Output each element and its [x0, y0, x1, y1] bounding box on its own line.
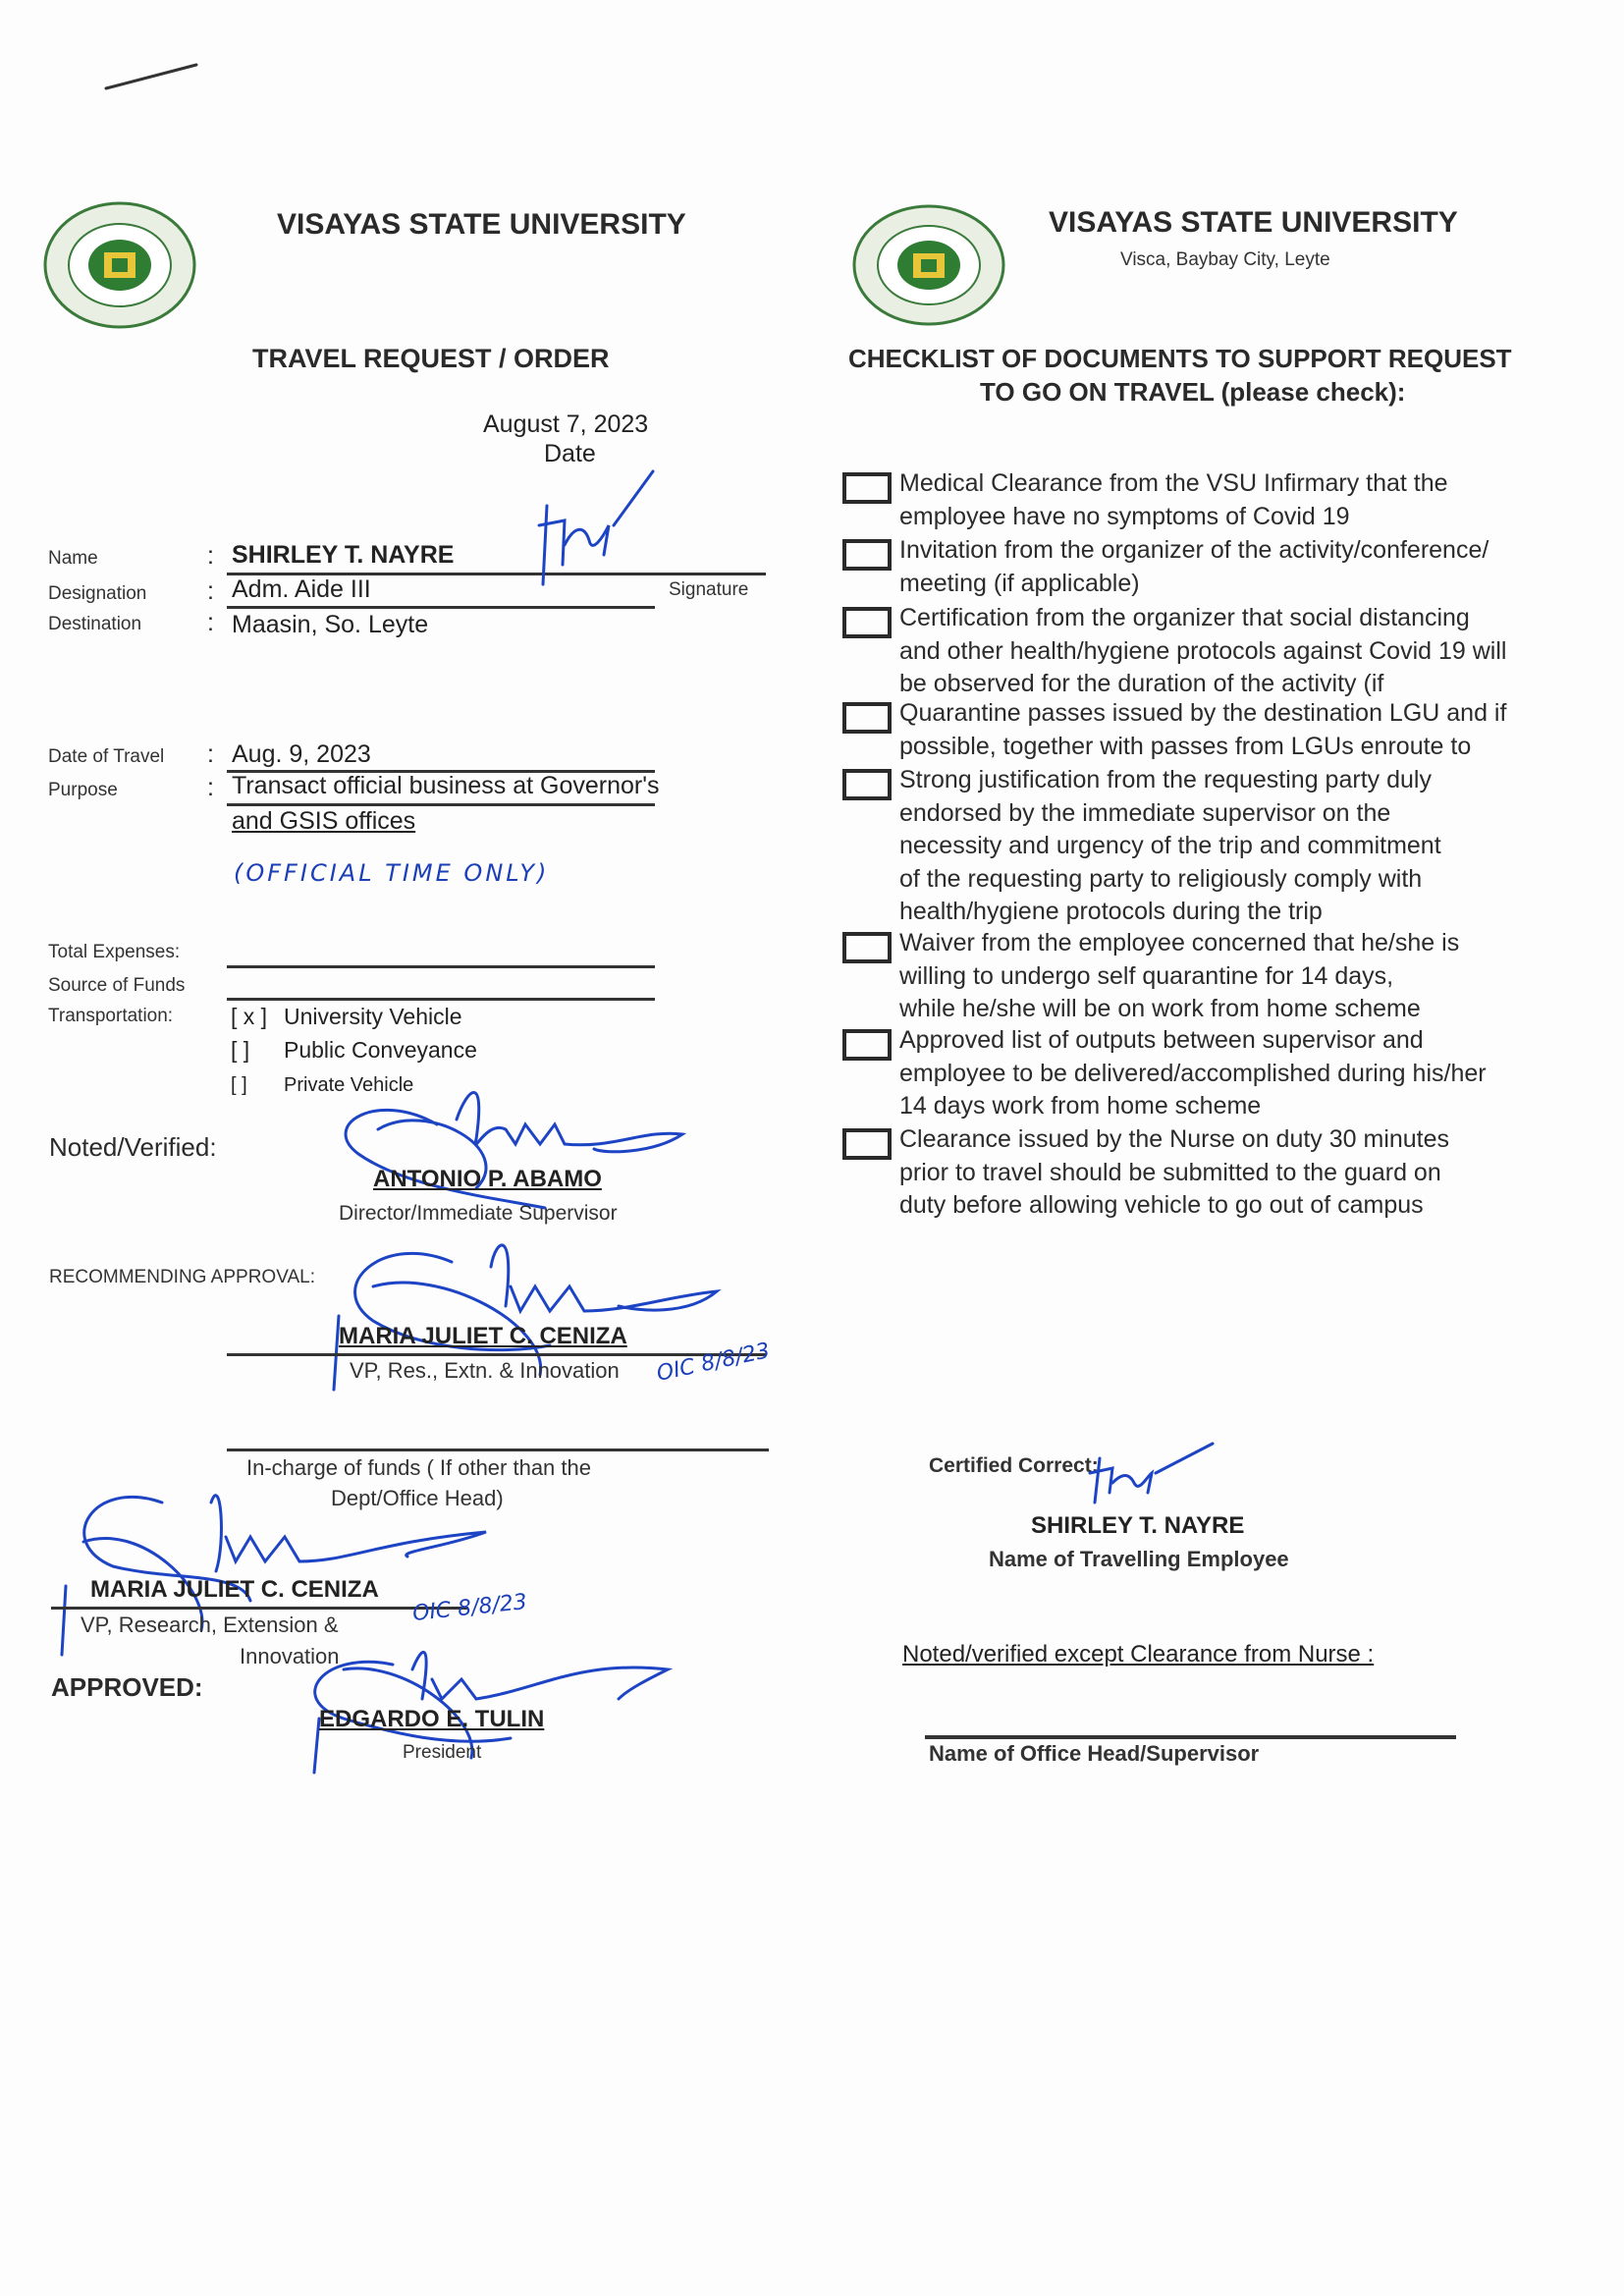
checklist-checkbox[interactable]: [842, 1029, 892, 1061]
approved-name: EDGARDO E. TULIN: [319, 1706, 545, 1732]
university-logo: [43, 201, 196, 329]
purpose-label: Purpose: [48, 780, 118, 800]
checklist-item-text: health/hygiene protocols during the trip: [899, 898, 1323, 925]
checklist-item-text: be observed for the duration of the activity (if: [899, 670, 1384, 697]
purpose-line-2: and GSIS offices: [232, 807, 416, 835]
purpose-underline: [227, 803, 655, 806]
checklist-checkbox[interactable]: [842, 1128, 892, 1160]
transport-option-label: Private Vehicle: [284, 1074, 414, 1096]
university-name-right: VISAYAS STATE UNIVERSITY: [1049, 206, 1458, 239]
noted-title: Director/Immediate Supervisor: [339, 1202, 618, 1225]
approved-label: APPROVED:: [51, 1672, 203, 1702]
destination-label: Destination: [48, 614, 142, 634]
university-name: VISAYAS STATE UNIVERSITY: [277, 208, 686, 241]
checklist-item-text: Medical Clearance from the VSU Infirmary that the: [899, 469, 1448, 497]
checklist-title-1: CHECKLIST OF DOCUMENTS TO SUPPORT REQUEST: [848, 344, 1512, 373]
recommending-title: VP, Res., Extn. & Innovation: [350, 1358, 620, 1383]
funds-name-line: [51, 1607, 468, 1610]
checklist-item-text: duty before allowing vehicle to go out of campus: [899, 1191, 1424, 1219]
approved-title: President: [403, 1742, 482, 1763]
signature-label: Signature: [669, 579, 749, 600]
checklist-item-text: while he/she will be on work from home scheme: [899, 995, 1421, 1022]
funds-title-b: Innovation: [240, 1644, 340, 1668]
checklist-item-text: necessity and urgency of the trip and commitment: [899, 832, 1441, 859]
checklist-title-2: TO GO ON TRAVEL (please check):: [980, 377, 1406, 407]
checklist-item-text: employee have no symptoms of Covid 19: [899, 502, 1350, 530]
checklist-item-text: 14 days work from home scheme: [899, 1092, 1262, 1120]
certified-label: Certified Correct:: [929, 1454, 1099, 1477]
transport-checkbox[interactable]: [ ]: [231, 1037, 250, 1063]
transport-checkbox[interactable]: [ ]: [231, 1074, 247, 1096]
recommending-name: MARIA JULIET C. CENIZA: [339, 1323, 627, 1349]
university-address: Visca, Baybay City, Leyte: [1120, 249, 1330, 270]
certified-signature: [1085, 1439, 1222, 1507]
university-logo-right: [852, 204, 1005, 326]
noted-except-label: Noted/verified except Clearance from Nurse :: [902, 1641, 1375, 1667]
checklist-item-text: Quarantine passes issued by the destination LGU and if: [899, 699, 1507, 727]
funds-oic-note: OIC 8/8/23: [411, 1589, 528, 1627]
office-head-label: Name of Office Head/Supervisor: [929, 1741, 1260, 1766]
transport-option-label: Public Conveyance: [284, 1037, 477, 1063]
funds-title-1: In-charge of funds ( If other than the: [246, 1455, 591, 1480]
checklist-item-text: Strong justification from the requesting party duly: [899, 766, 1432, 793]
colon: :: [207, 740, 214, 768]
checklist-item-text: meeting (if applicable): [899, 569, 1140, 597]
funds-name: MARIA JULIET C. CENIZA: [90, 1576, 379, 1603]
checklist-item-text: Certification from the organizer that social distancing: [899, 604, 1470, 631]
noted-signature: [319, 1070, 692, 1218]
checklist-item-text: Approved list of outputs between supervisor and: [899, 1026, 1424, 1054]
checklist-item-text: Clearance issued by the Nurse on duty 30 minutes: [899, 1125, 1450, 1153]
colon: :: [207, 542, 214, 570]
travel-date-label: Date of Travel: [48, 746, 165, 767]
name-value: SHIRLEY T. NAYRE: [232, 541, 455, 569]
colon: :: [207, 774, 214, 801]
checklist-item-text: of the requesting party to religiously comply with: [899, 864, 1423, 893]
checklist-checkbox[interactable]: [842, 539, 892, 571]
checklist-item-text: employee to be delivered/accomplished during his/her: [899, 1059, 1487, 1087]
transportation-label: Transportation:: [48, 1006, 174, 1026]
checklist-item-text: prior to travel should be submitted to the guard on: [899, 1158, 1441, 1186]
noted-label: Noted/Verified:: [49, 1132, 217, 1162]
checklist-item-text: Waiver from the employee concerned that he/she is: [899, 929, 1460, 957]
total-expenses-field: [227, 965, 655, 968]
checklist-checkbox[interactable]: [842, 472, 892, 504]
checklist-item-text: possible, together with passes from LGUs enroute to: [899, 732, 1472, 760]
employee-signature: [535, 466, 663, 594]
funds-title-a: VP, Research, Extension &: [81, 1613, 339, 1637]
checklist-item-text: Invitation from the organizer of the activity/conference/: [899, 536, 1489, 564]
checklist-checkbox[interactable]: [842, 702, 892, 734]
designation-value: Adm. Aide III: [232, 575, 371, 603]
funds-line: [227, 1449, 769, 1451]
transport-checkbox[interactable]: [ x ]: [231, 1004, 268, 1029]
total-expenses-label: Total Expenses:: [48, 942, 181, 962]
recommending-oic-note: OIC 8/8/23: [654, 1339, 773, 1387]
recommending-label: RECOMMENDING APPROVAL:: [49, 1267, 315, 1287]
colon: :: [207, 609, 214, 636]
transport-option-label: University Vehicle: [284, 1004, 462, 1029]
name-label: Name: [48, 548, 98, 569]
funds-title-2: Dept/Office Head): [331, 1486, 504, 1510]
source-of-funds-label: Source of Funds: [48, 975, 186, 996]
employee-title: Name of Travelling Employee: [989, 1547, 1289, 1571]
destination-value: Maasin, So. Leyte: [232, 611, 429, 638]
date-label: Date: [544, 440, 596, 467]
colon: :: [207, 577, 214, 605]
checklist-item-text: willing to undergo self quarantine for 14 days,: [899, 961, 1394, 990]
designation-underline: [227, 606, 655, 609]
employee-name: SHIRLEY T. NAYRE: [1031, 1512, 1245, 1539]
checklist-checkbox[interactable]: [842, 607, 892, 638]
handwritten-note: (OFFICIAL TIME ONLY): [234, 859, 550, 887]
travel-date-value: Aug. 9, 2023: [232, 740, 371, 768]
noted-name: ANTONIO P. ABAMO: [373, 1166, 602, 1192]
request-date: August 7, 2023: [483, 410, 649, 438]
checklist-item-text: and other health/hygiene protocols against Covid 19 will: [899, 636, 1507, 665]
office-head-line: [925, 1735, 1456, 1739]
checklist-checkbox[interactable]: [842, 932, 892, 963]
pen-mark: [103, 61, 201, 95]
purpose-line-1: Transact official business at Governor's: [232, 772, 660, 799]
form-title: TRAVEL REQUEST / ORDER: [252, 344, 610, 373]
checklist-item-text: endorsed by the immediate supervisor on the: [899, 798, 1391, 827]
source-of-funds-field: [227, 998, 655, 1001]
checklist-checkbox[interactable]: [842, 769, 892, 800]
designation-label: Designation: [48, 583, 147, 604]
